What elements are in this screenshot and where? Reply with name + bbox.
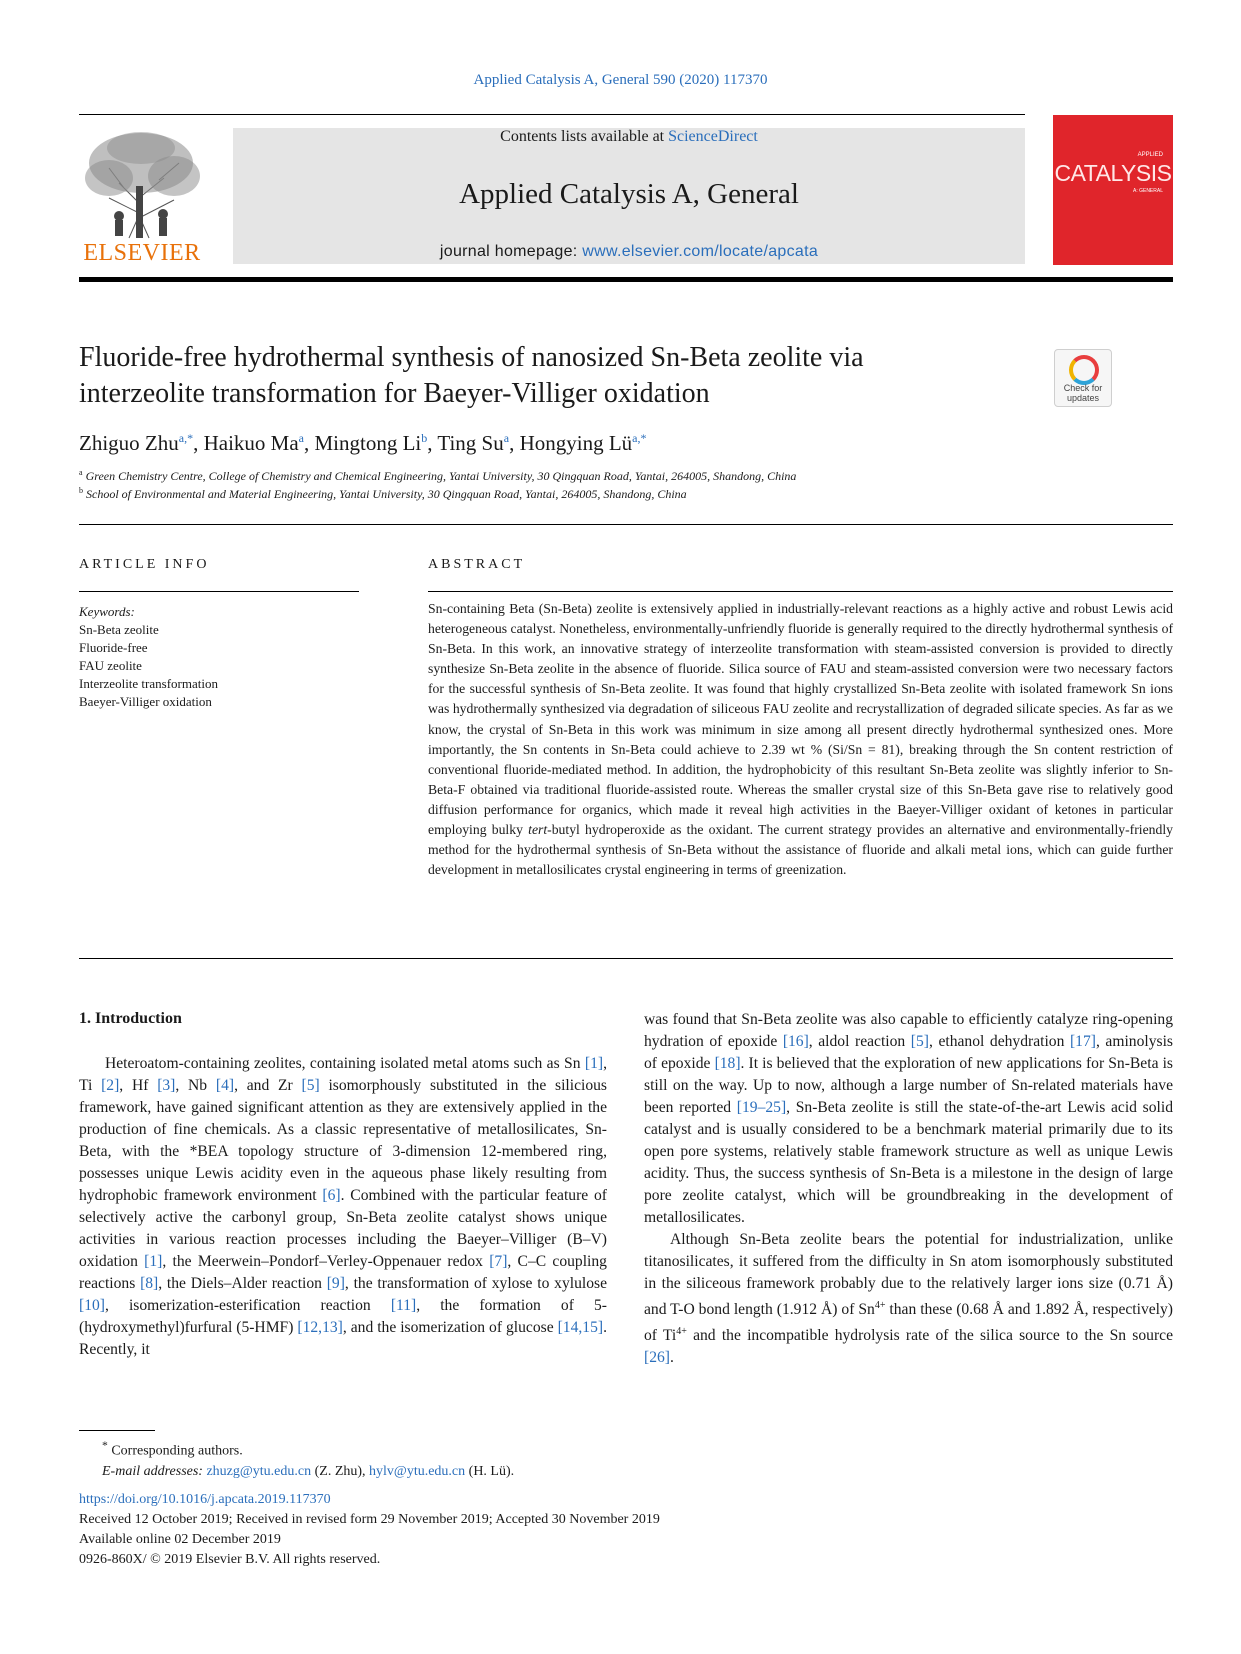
reference-link[interactable]: [7] [489,1253,508,1270]
keyword-item: Baeyer-Villiger oxidation [79,694,212,709]
abstract-rule [428,591,1173,592]
abstract-text: Sn-containing Beta (Sn-Beta) zeolite is extensively applied in industrially-relevant reactions as a highly active and robust Lewis acid heterogeneous catalyst. Nonetheless, environmentally-unfriendly fluoride is generally required to the directly hydrothermal synthesis of Sn-Beta. In this work, an innovative strategy of interzeolite transformation with steam-assisted conversion is provided to directly synthesize Sn-Beta zeolite in the absence of fluoride. Silica source of FAU and steam-assisted conversion were two necessary factors for the successful synthesis of Sn-Beta zeolite. It was found that highly crystallized Sn-Beta zeolite with isolated framework Sn ions was hydrothermally synthesized via degradation of siliceous FAU zeolite and recrystallization of degraded silicate species. As far as we know, the crystal of Sn-Beta in this work was minimum in size among all present directly hydrothermal synthesized ones. More importantly, the Sn contents in Sn-Beta could achieve to 2.39 wt % (Si/Sn = 81), breaking through the Sn content restriction of conventional fluoride-mediated method. In addition, the hydrophobicity of this resultant Sn-Beta zeolite was slightly inferior to Sn-Beta-F obtained via traditional fluoride-assisted route. Whereas the smaller crystal size of this Sn-Beta gave rise to relatively good diffusion performance for organics, which made it reveal high activities in the Baeyer-Villiger oxidant of ketones in particular employing bulky tert-butyl hydroperoxide as the oxidant. The current strategy provides an alternative and environmentally-friendly method for the hydrothermal synthesis of Sn-Beta without the assistance of fluoride and alkali metal ions, which can guide further development in metallosilicates crystal engineering in terms of greenization. [428,601,1173,878]
keyword-item: Interzeolite transformation [79,676,218,691]
reference-link[interactable]: [6] [322,1187,341,1204]
header-thick-rule [79,277,1173,282]
ion-charge-superscript: 4+ [874,1300,886,1311]
author-name[interactable]: Mingtong Li [314,431,422,455]
author-affiliation-mark[interactable]: a,* [632,431,647,445]
author-affiliation-mark[interactable]: a [298,431,304,445]
header-rule [79,114,1025,115]
author-affiliation-mark[interactable]: b [421,431,428,445]
author-name[interactable]: Haikuo Ma [203,431,299,455]
introduction-paragraph: Heteroatom-containing zeolites, containing isolated metal atoms such as Sn [1], Ti [2], Hf [3], Nb [4], and Zr [5] isomorphously substituted in the silicious framework, have gained significant attention as they are extensively applied in the production of fine chemicals. As a classic representative of metallosilicates, Sn-Beta, with the *BEA topology structure of 3-dimension 12-membered ring, possesses unique Lewis acidity even in the aqueous phase likely resulting from hydrophobic framework environment [6]. Combined with the particular feature of selectively active the carbonyl group, Sn-Beta zeolite catalyst shows unique activities in various reaction processes including the Baeyer–Villiger (B–V) oxidation [1], the Meerwein–Pondorf–Verley-Oppenauer redox [7], C–C coupling reactions [8], the Diels–Alder reaction [9], the transformation of xylose to xylulose [10], isomerization-esterification reaction [11], the formation of 5-(hydroxymethyl)furfural (5-HMF) [12,13], and the isomerization of glucose [14,15]. Recently, it [79,1055,607,1358]
affiliation-b: $^b$ School of Environmental and Material Engineering, Yantai University, 30 Qingquan Road, Yantai, 264005, Shandong, China [79,486,687,501]
history-dates: Received 12 October 2019; Received in revised form 29 November 2019; Accepted 30 November 2019 [79,1512,660,1527]
article-info-heading: ARTICLE INFO [79,557,210,572]
author-affiliation-mark[interactable]: a [503,431,510,445]
reference-link[interactable]: [11] [390,1297,417,1314]
reference-link[interactable]: [18] [714,1055,741,1072]
abstract-heading: ABSTRACT [428,557,526,572]
introduction-paragraph: was found that Sn-Beta zeolite was also capable to efficiently catalyze ring-opening hydration of epoxide [16], aldol reaction [5], ethanol dehydration [17], aminolysis of epoxide [18]. It is believed that the exploration of new applications for Sn-Beta is still on the way. Up to now, although a large number of Sn-related materials have been reported [19–25], Sn-Beta zeolite is still the state-of-the-art Lewis acid solid catalyst and is usually considered to be a benchmark material primarily due to its open pore systems, relatively stable framework structure as well as unique Lewis acidity. Thus, the success synthesis of Sn-Beta is a milestone in the design of large pore zeolite catalyst, which will be groundbreaking in the development of metallosilicates. [644,1011,1173,1226]
keyword-item: Sn-Beta zeolite [79,622,159,637]
journal-citation[interactable]: Applied Catalysis A, General 590 (2020) 117370 [473,72,768,88]
reference-link[interactable]: [2] [101,1077,120,1094]
corresponding-footnote: * Corresponding authors. E-mail addresses: zhuzg@ytu.edu.cn (Z. Zhu), hylv@ytu.edu.cn (H. Lü). [102,1439,515,1479]
article-info-rule [79,591,359,592]
affiliation-a: $^a$ Green Chemistry Centre, College of Chemistry and Chemical Engineering, Yantai University, 30 Qingquan Road, Yantai, 264005, Shandong, China [79,468,797,483]
section-rule [79,524,1173,525]
author-name[interactable]: Zhiguo Zhu [79,431,179,455]
body-column-left [79,1053,607,1361]
introduction-heading: 1. Introduction [79,1010,182,1027]
cover-word-applied: APPLIED [1137,152,1163,158]
cover-word-general: A: GENERAL [1132,188,1163,194]
reference-link[interactable]: [1] [144,1253,163,1270]
elsevier-wordmark: ELSEVIER [83,240,201,266]
keyword-item: Fluoride-free [79,640,148,655]
check-for-updates-label: Check for updates [1063,383,1103,403]
journal-homepage: journal homepage: www.elsevier.com/locate/apcata [439,243,819,260]
reference-link[interactable]: [16] [782,1033,809,1050]
reference-link[interactable]: [17] [1069,1033,1096,1050]
ion-charge-superscript: 4+ [676,1326,687,1338]
footnote-rule [79,1430,155,1431]
reference-link[interactable]: [14,15] [557,1319,604,1336]
introduction-paragraph: Although Sn-Beta zeolite bears the potential for industrialization, unlike titanosilicates, it suffered from the difficulty in Sn atom isomorphously substituted in the siliceous framework probably due to the relatively larger ions size (0.71 Å) and T-O bond length (1.912 Å) of $Sn^{4+}$ than these (0.68 Å and 1.892 Å, respectively) of $Ti^{4+}$ and the incompatible hydrolysis rate of the silica source to the Sn source [26]. [644,1231,1173,1367]
reference-link[interactable]: [5] [301,1077,320,1094]
reference-link[interactable]: [19–25] [736,1099,787,1116]
crossmark-icon [1069,355,1099,385]
homepage-link[interactable]: www.elsevier.com/locate/apcata [582,243,819,260]
copyright: 0926-860X/ © 2019 Elsevier B.V. All rights reserved. [79,1552,381,1567]
author-list: Zhiguo Zhu$^{a,*}$, Haikuo Ma$^a$, Mingtong Li$^b$, Ting Su$^a$, Hongying $Lü^{a,*}$ [79,431,647,455]
journal-cover-thumbnail[interactable] [1053,115,1173,265]
journal-title: Applied Catalysis A, General [459,178,799,210]
doi-link[interactable]: https://doi.org/10.1016/j.apcata.2019.117370 [79,1492,331,1507]
reference-link[interactable]: [10] [79,1297,105,1314]
keyword-item: FAU zeolite [79,658,142,673]
reference-link[interactable]: [8] [140,1275,159,1292]
author-name[interactable]: Ting Su [437,431,504,455]
section-rule [79,958,1173,959]
contents-line: Contents lists available at ScienceDirect [500,128,758,145]
keywords-list [79,621,218,711]
email-link[interactable]: hylv@ytu.edu.cn [369,1463,466,1479]
publication-info [79,1490,660,1570]
reference-link[interactable]: [5] [910,1033,929,1050]
reference-link[interactable]: [4] [215,1077,235,1094]
reference-link[interactable]: [9] [326,1275,345,1292]
available-online: Available online 02 December 2019 [79,1532,281,1547]
author-name[interactable]: Hongying Lü [519,431,633,455]
author-affiliation-mark[interactable]: a,* [178,431,194,445]
article-title: Fluoride-free hydrothermal synthesis of nanosized Sn-Beta zeolite via interzeolite transformation for Baeyer-Villiger oxidation [79,342,864,409]
cover-word-catalysis: CATALYSIS [1054,160,1172,186]
body-column-right [644,1009,1173,1369]
reference-link[interactable]: [26] [644,1349,670,1367]
email-link[interactable]: zhuzg@ytu.edu.cn [206,1463,312,1479]
reference-link[interactable]: [3] [157,1077,176,1094]
reference-link[interactable]: [1] [584,1055,604,1072]
sciencedirect-link[interactable]: ScienceDirect [668,128,758,145]
reference-link[interactable]: [12,13] [297,1319,343,1336]
keywords-label: Keywords: [79,604,135,619]
check-for-updates-button[interactable] [1054,349,1112,407]
